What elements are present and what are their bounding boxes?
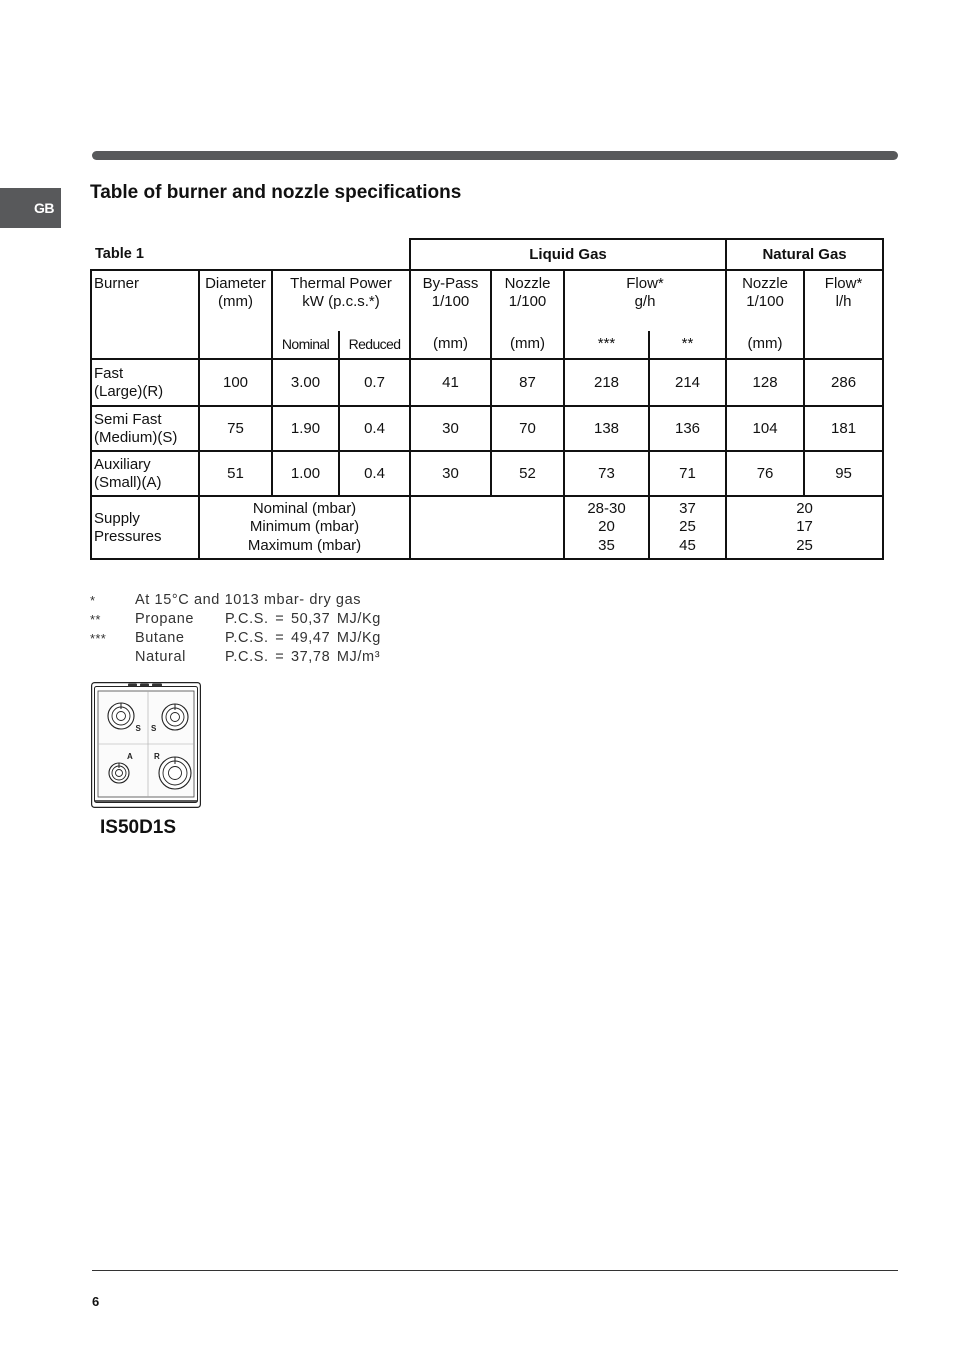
burner-label-semi-fast-left: S bbox=[135, 724, 141, 733]
header-diameter-label: Diameter bbox=[205, 275, 266, 292]
table-row bbox=[91, 406, 883, 451]
table-header-row bbox=[91, 270, 883, 331]
supply-butane-cell bbox=[564, 496, 649, 559]
burner-size: (Medium)(S) bbox=[94, 428, 178, 446]
ng-nozzle-cell: 104 bbox=[726, 406, 804, 451]
nominal-power-cell: 3.00 bbox=[272, 359, 339, 406]
footnote-pcs: P.C.S. = 49,47 MJ/Kg bbox=[225, 630, 381, 646]
supply-value: 20 bbox=[598, 518, 615, 536]
supply-value: 28-30 bbox=[587, 499, 626, 517]
bypass-cell: 30 bbox=[410, 406, 491, 451]
control-knob-marks bbox=[128, 684, 162, 687]
reduced-power-cell: 0.4 bbox=[339, 451, 410, 496]
supply-value: 25 bbox=[679, 518, 696, 536]
footnotes bbox=[90, 591, 490, 667]
knob-mark bbox=[140, 684, 149, 687]
header-lg-nozzle bbox=[491, 270, 564, 331]
header-burner-sub bbox=[91, 331, 199, 359]
header-lg-nozzle-unit: (mm) bbox=[491, 331, 564, 359]
header-lg-flow-unit: g/h bbox=[634, 293, 656, 310]
supply-propane-values bbox=[650, 500, 725, 556]
supply-levels-cell bbox=[199, 496, 410, 559]
table-row bbox=[91, 451, 883, 496]
header-bypass-scale: 1/100 bbox=[431, 293, 470, 310]
footnote-pcs: P.C.S. = 50,37 MJ/Kg bbox=[225, 611, 381, 627]
footnote-mark: ** bbox=[90, 612, 101, 627]
ng-flow-cell: 95 bbox=[804, 451, 883, 496]
supply-levels bbox=[200, 500, 409, 556]
header-ng-flow bbox=[804, 270, 883, 331]
header-ng-flow-label: Flow* bbox=[824, 275, 863, 292]
ng-flow-cell: 181 bbox=[804, 406, 883, 451]
supply-level-maximum: Maximum (mbar) bbox=[247, 536, 362, 554]
table-subheader-row bbox=[91, 331, 883, 359]
burner-size: (Small)(A) bbox=[94, 473, 162, 491]
header-ng-flow-unit: l/h bbox=[835, 293, 852, 310]
supply-butane-values bbox=[565, 500, 648, 556]
reduced-power-cell: 0.7 bbox=[339, 359, 410, 406]
flow-butane-cell: 218 bbox=[564, 359, 649, 406]
lg-nozzle-cell: 87 bbox=[491, 359, 564, 406]
header-bypass-unit: (mm) bbox=[410, 331, 491, 359]
supply-empty-cell bbox=[410, 496, 564, 559]
supply-value: 37 bbox=[679, 499, 696, 517]
header-diameter-unit: (mm) bbox=[218, 293, 253, 310]
footnote-gas: Butane bbox=[135, 630, 185, 646]
burner-nozzle-table bbox=[90, 238, 884, 560]
header-thermal-power-unit: kW (p.c.s.*) bbox=[302, 293, 380, 310]
hob-layout-diagram bbox=[91, 682, 201, 808]
ng-nozzle-cell: 76 bbox=[726, 451, 804, 496]
footnote-pcs: P.C.S. = 37,78 MJ/m³ bbox=[225, 649, 381, 665]
burner-name-cell bbox=[91, 359, 199, 406]
burner-fast bbox=[159, 757, 191, 789]
model-name: IS50D1S bbox=[100, 817, 177, 838]
bypass-cell: 30 bbox=[410, 451, 491, 496]
header-ng-nozzle-scale: 1/100 bbox=[746, 293, 784, 310]
burner-size: (Large)(R) bbox=[94, 382, 164, 400]
diameter-cell: 100 bbox=[199, 359, 272, 406]
nominal-power-cell: 1.00 bbox=[272, 451, 339, 496]
table-row bbox=[91, 359, 883, 406]
footnote-text: At 15°C and 1013 mbar- dry gas bbox=[135, 592, 362, 608]
footnote-row bbox=[90, 610, 490, 629]
supply-natural-cell bbox=[726, 496, 883, 559]
header-diameter-sub bbox=[199, 331, 272, 359]
header-ng-nozzle bbox=[726, 270, 804, 331]
header-lg-nozzle-scale: 1/100 bbox=[508, 293, 547, 310]
supply-label-cell bbox=[91, 496, 199, 559]
lg-nozzle-cell: 52 bbox=[491, 451, 564, 496]
supply-pressures-row bbox=[91, 496, 883, 559]
ng-flow-cell: 286 bbox=[804, 359, 883, 406]
footnote-gas: Natural bbox=[135, 649, 186, 665]
header-ng-nozzle-label: Nozzle bbox=[742, 275, 788, 292]
supply-value: 45 bbox=[679, 536, 696, 554]
supply-natural-values bbox=[727, 500, 882, 556]
header-nominal: Nominal bbox=[272, 331, 339, 359]
supply-value: 20 bbox=[796, 499, 813, 517]
burner-name-cell bbox=[91, 406, 199, 451]
supply-propane-cell bbox=[649, 496, 726, 559]
supply-level-nominal: Nominal (mbar) bbox=[252, 499, 357, 517]
header-burner bbox=[91, 270, 199, 331]
language-tab-label: GB bbox=[34, 200, 54, 216]
footnote-gas: Propane bbox=[135, 611, 195, 627]
header-flow-butane-mark: *** bbox=[564, 331, 649, 359]
liquid-gas-header: Liquid Gas bbox=[410, 239, 726, 270]
burner-auxiliary bbox=[109, 763, 129, 783]
burner-label-auxiliary: A bbox=[127, 752, 133, 761]
burner-semi-fast-left bbox=[108, 703, 134, 729]
page-title: Table of burner and nozzle specifications bbox=[90, 182, 462, 203]
page-number: 6 bbox=[92, 1294, 100, 1309]
flow-propane-cell: 71 bbox=[649, 451, 726, 496]
burner-name: Fast bbox=[94, 364, 124, 382]
diameter-cell: 51 bbox=[199, 451, 272, 496]
header-thermal-power bbox=[272, 270, 410, 331]
bottom-rule bbox=[92, 1270, 898, 1271]
header-burner-label: Burner bbox=[94, 275, 140, 292]
knob-mark bbox=[128, 684, 137, 687]
bypass-cell: 41 bbox=[410, 359, 491, 406]
header-reduced: Reduced bbox=[339, 331, 410, 359]
flow-butane-cell: 138 bbox=[564, 406, 649, 451]
supply-label-line: Pressures bbox=[94, 527, 162, 545]
nominal-power-cell: 1.90 bbox=[272, 406, 339, 451]
header-ng-nozzle-unit: (mm) bbox=[726, 331, 804, 359]
footnote-row bbox=[90, 629, 490, 648]
burner-semi-fast-right bbox=[162, 704, 188, 730]
flow-propane-cell: 214 bbox=[649, 359, 726, 406]
footnote-row bbox=[90, 591, 490, 610]
supply-value: 35 bbox=[598, 536, 615, 554]
header-diameter bbox=[199, 270, 272, 331]
reduced-power-cell: 0.4 bbox=[339, 406, 410, 451]
supply-value: 25 bbox=[796, 536, 813, 554]
table-group-header-row bbox=[91, 239, 883, 270]
supply-value: 17 bbox=[796, 518, 813, 536]
ng-nozzle-cell: 128 bbox=[726, 359, 804, 406]
burner-name: Semi Fast bbox=[94, 410, 162, 428]
burner-label-semi-fast-right: S bbox=[151, 724, 157, 733]
supply-label-line: Supply bbox=[94, 509, 140, 527]
diameter-cell: 75 bbox=[199, 406, 272, 451]
lg-nozzle-cell: 70 bbox=[491, 406, 564, 451]
header-thermal-power-label: Thermal Power bbox=[290, 275, 392, 292]
flow-butane-cell: 73 bbox=[564, 451, 649, 496]
table-caption: Table 1 bbox=[91, 239, 410, 270]
flow-propane-cell: 136 bbox=[649, 406, 726, 451]
header-bypass-label: By-Pass bbox=[422, 275, 479, 292]
header-lg-nozzle-label: Nozzle bbox=[504, 275, 551, 292]
burner-label-fast: R bbox=[154, 752, 160, 761]
knob-mark bbox=[152, 684, 162, 687]
header-bypass bbox=[410, 270, 491, 331]
header-lg-flow-label: Flow* bbox=[626, 275, 664, 292]
burner-name: Auxiliary bbox=[94, 455, 151, 473]
supply-level-minimum: Minimum (mbar) bbox=[249, 518, 360, 536]
header-lg-flow bbox=[564, 270, 726, 331]
burner-name-cell bbox=[91, 451, 199, 496]
top-rule bbox=[92, 151, 898, 160]
footnote-mark: * bbox=[90, 593, 96, 608]
footnote-mark: *** bbox=[90, 631, 107, 646]
natural-gas-header: Natural Gas bbox=[726, 239, 883, 270]
header-flow-propane-mark: ** bbox=[649, 331, 726, 359]
language-tab bbox=[0, 188, 61, 228]
footnote-row bbox=[90, 648, 490, 667]
header-ng-flow-sub bbox=[804, 331, 883, 359]
